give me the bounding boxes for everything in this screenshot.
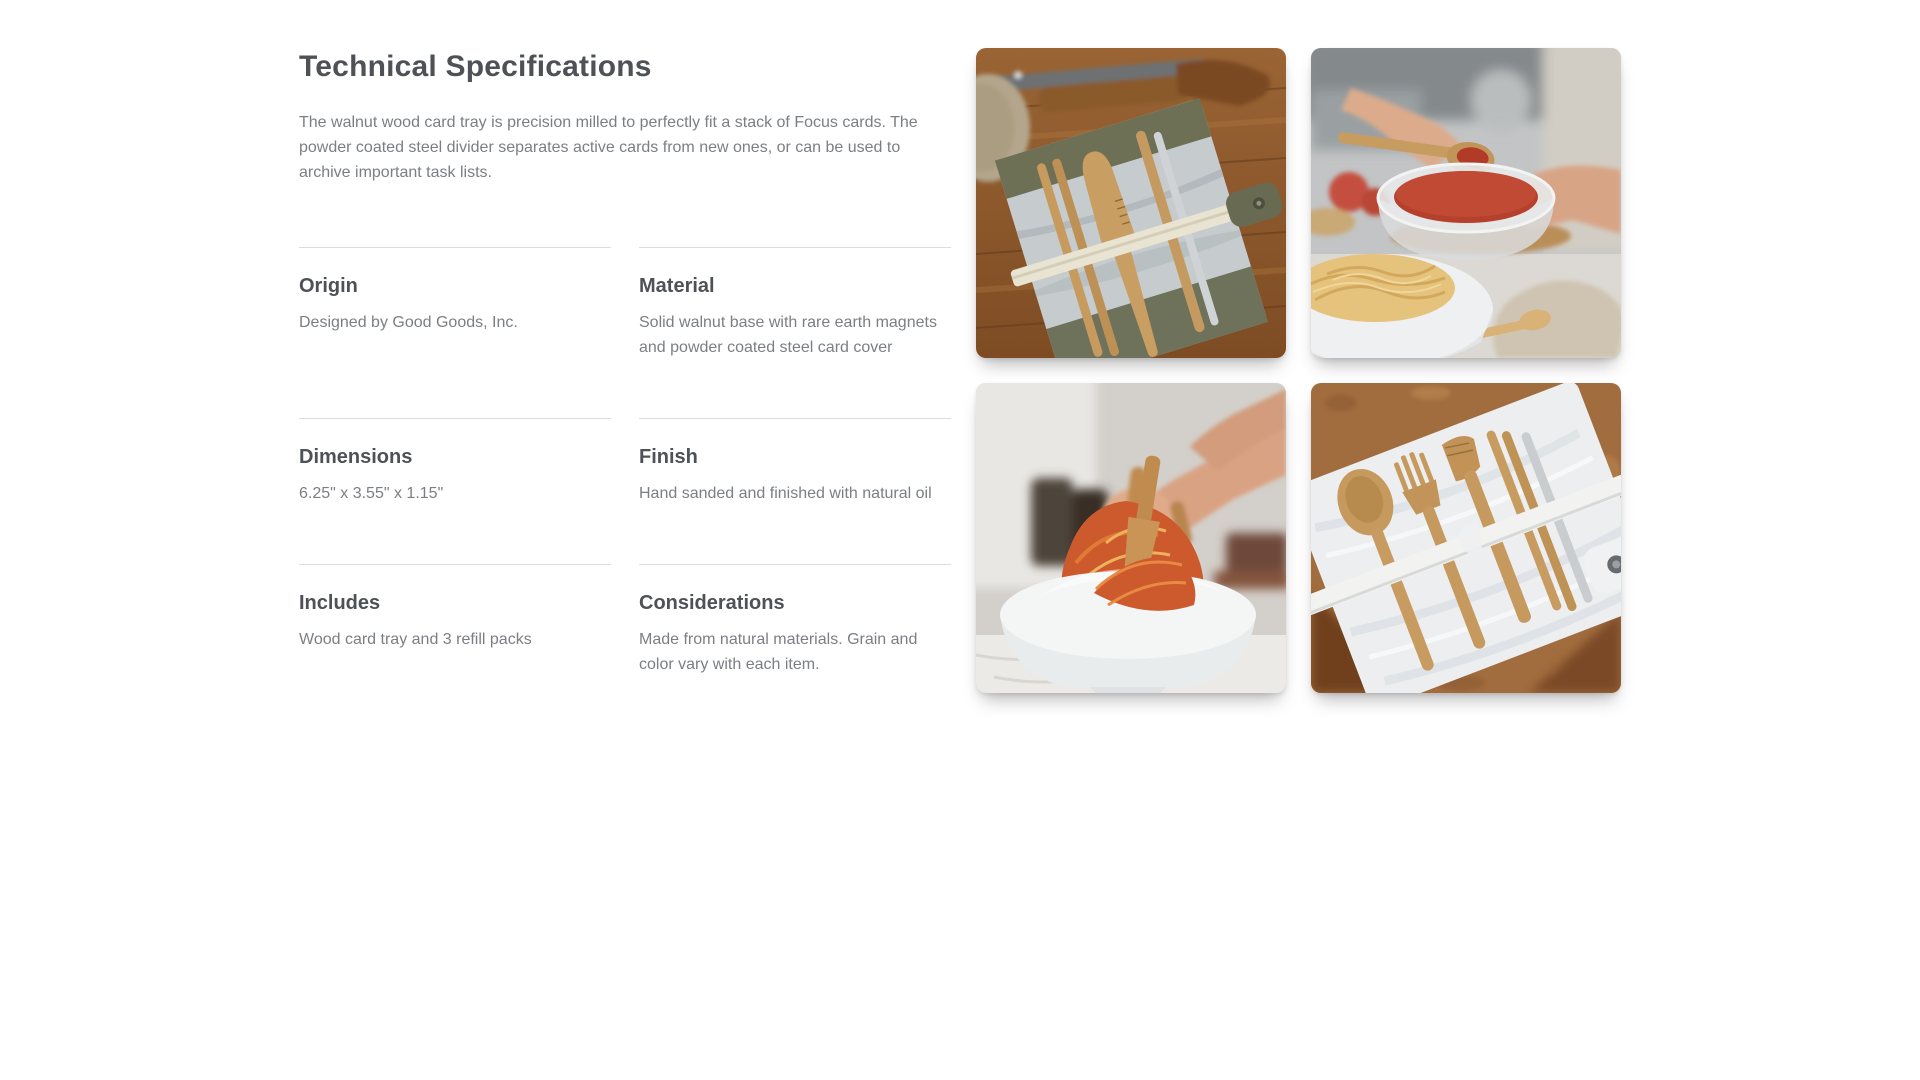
spec-section-finish bbox=[639, 418, 951, 564]
gallery-image-cutlery-roll-olive bbox=[976, 48, 1286, 358]
spec-heading-dimensions: Dimensions bbox=[299, 446, 413, 468]
technical-specifications-page bbox=[299, 0, 1621, 735]
spec-body-finish: Hand sanded and finished with natural oil bbox=[639, 485, 932, 502]
gallery-image-spaghetti-twirl bbox=[976, 383, 1286, 693]
spec-body-origin: Designed by Good Goods, Inc. bbox=[299, 314, 518, 331]
product-description: The walnut wood card tray is precision milled to perfectly fit a stack of Focus cards. The powder coated steel divider separates active cards from new ones, or can be used to archive important task lists. bbox=[299, 114, 918, 181]
product-gallery bbox=[976, 48, 1621, 735]
spec-body-dimensions: 6.25" x 3.55" x 1.15" bbox=[299, 485, 444, 502]
cutlery-roll-olive-photo-illustration bbox=[976, 48, 1286, 358]
gallery-image-sauce-bowl bbox=[1311, 48, 1621, 358]
spec-heading-considerations: Considerations bbox=[639, 592, 785, 614]
spec-section-material bbox=[639, 247, 951, 418]
page-title: Technical Specifications bbox=[299, 50, 652, 83]
spaghetti-twirl-photo-illustration bbox=[976, 383, 1286, 693]
specs-column bbox=[299, 48, 951, 735]
spec-section-includes bbox=[299, 564, 611, 735]
cutlery-roll-white-photo-illustration bbox=[1311, 383, 1621, 693]
spec-body-considerations: Made from natural materials. Grain and color vary with each item. bbox=[639, 631, 918, 673]
spec-section-origin bbox=[299, 247, 611, 418]
spec-grid bbox=[299, 247, 951, 735]
gallery-image-cutlery-roll-white bbox=[1311, 383, 1621, 693]
spec-heading-includes: Includes bbox=[299, 592, 381, 614]
spec-heading-material: Material bbox=[639, 275, 715, 297]
spec-body-includes: Wood card tray and 3 refill packs bbox=[299, 631, 532, 648]
spec-heading-finish: Finish bbox=[639, 446, 698, 468]
spec-heading-origin: Origin bbox=[299, 275, 358, 297]
spec-section-dimensions bbox=[299, 418, 611, 564]
spec-body-material: Solid walnut base with rare earth magnets and powder coated steel card cover bbox=[639, 314, 937, 356]
spec-section-considerations bbox=[639, 564, 951, 735]
sauce-bowl-photo-illustration bbox=[1311, 48, 1621, 358]
